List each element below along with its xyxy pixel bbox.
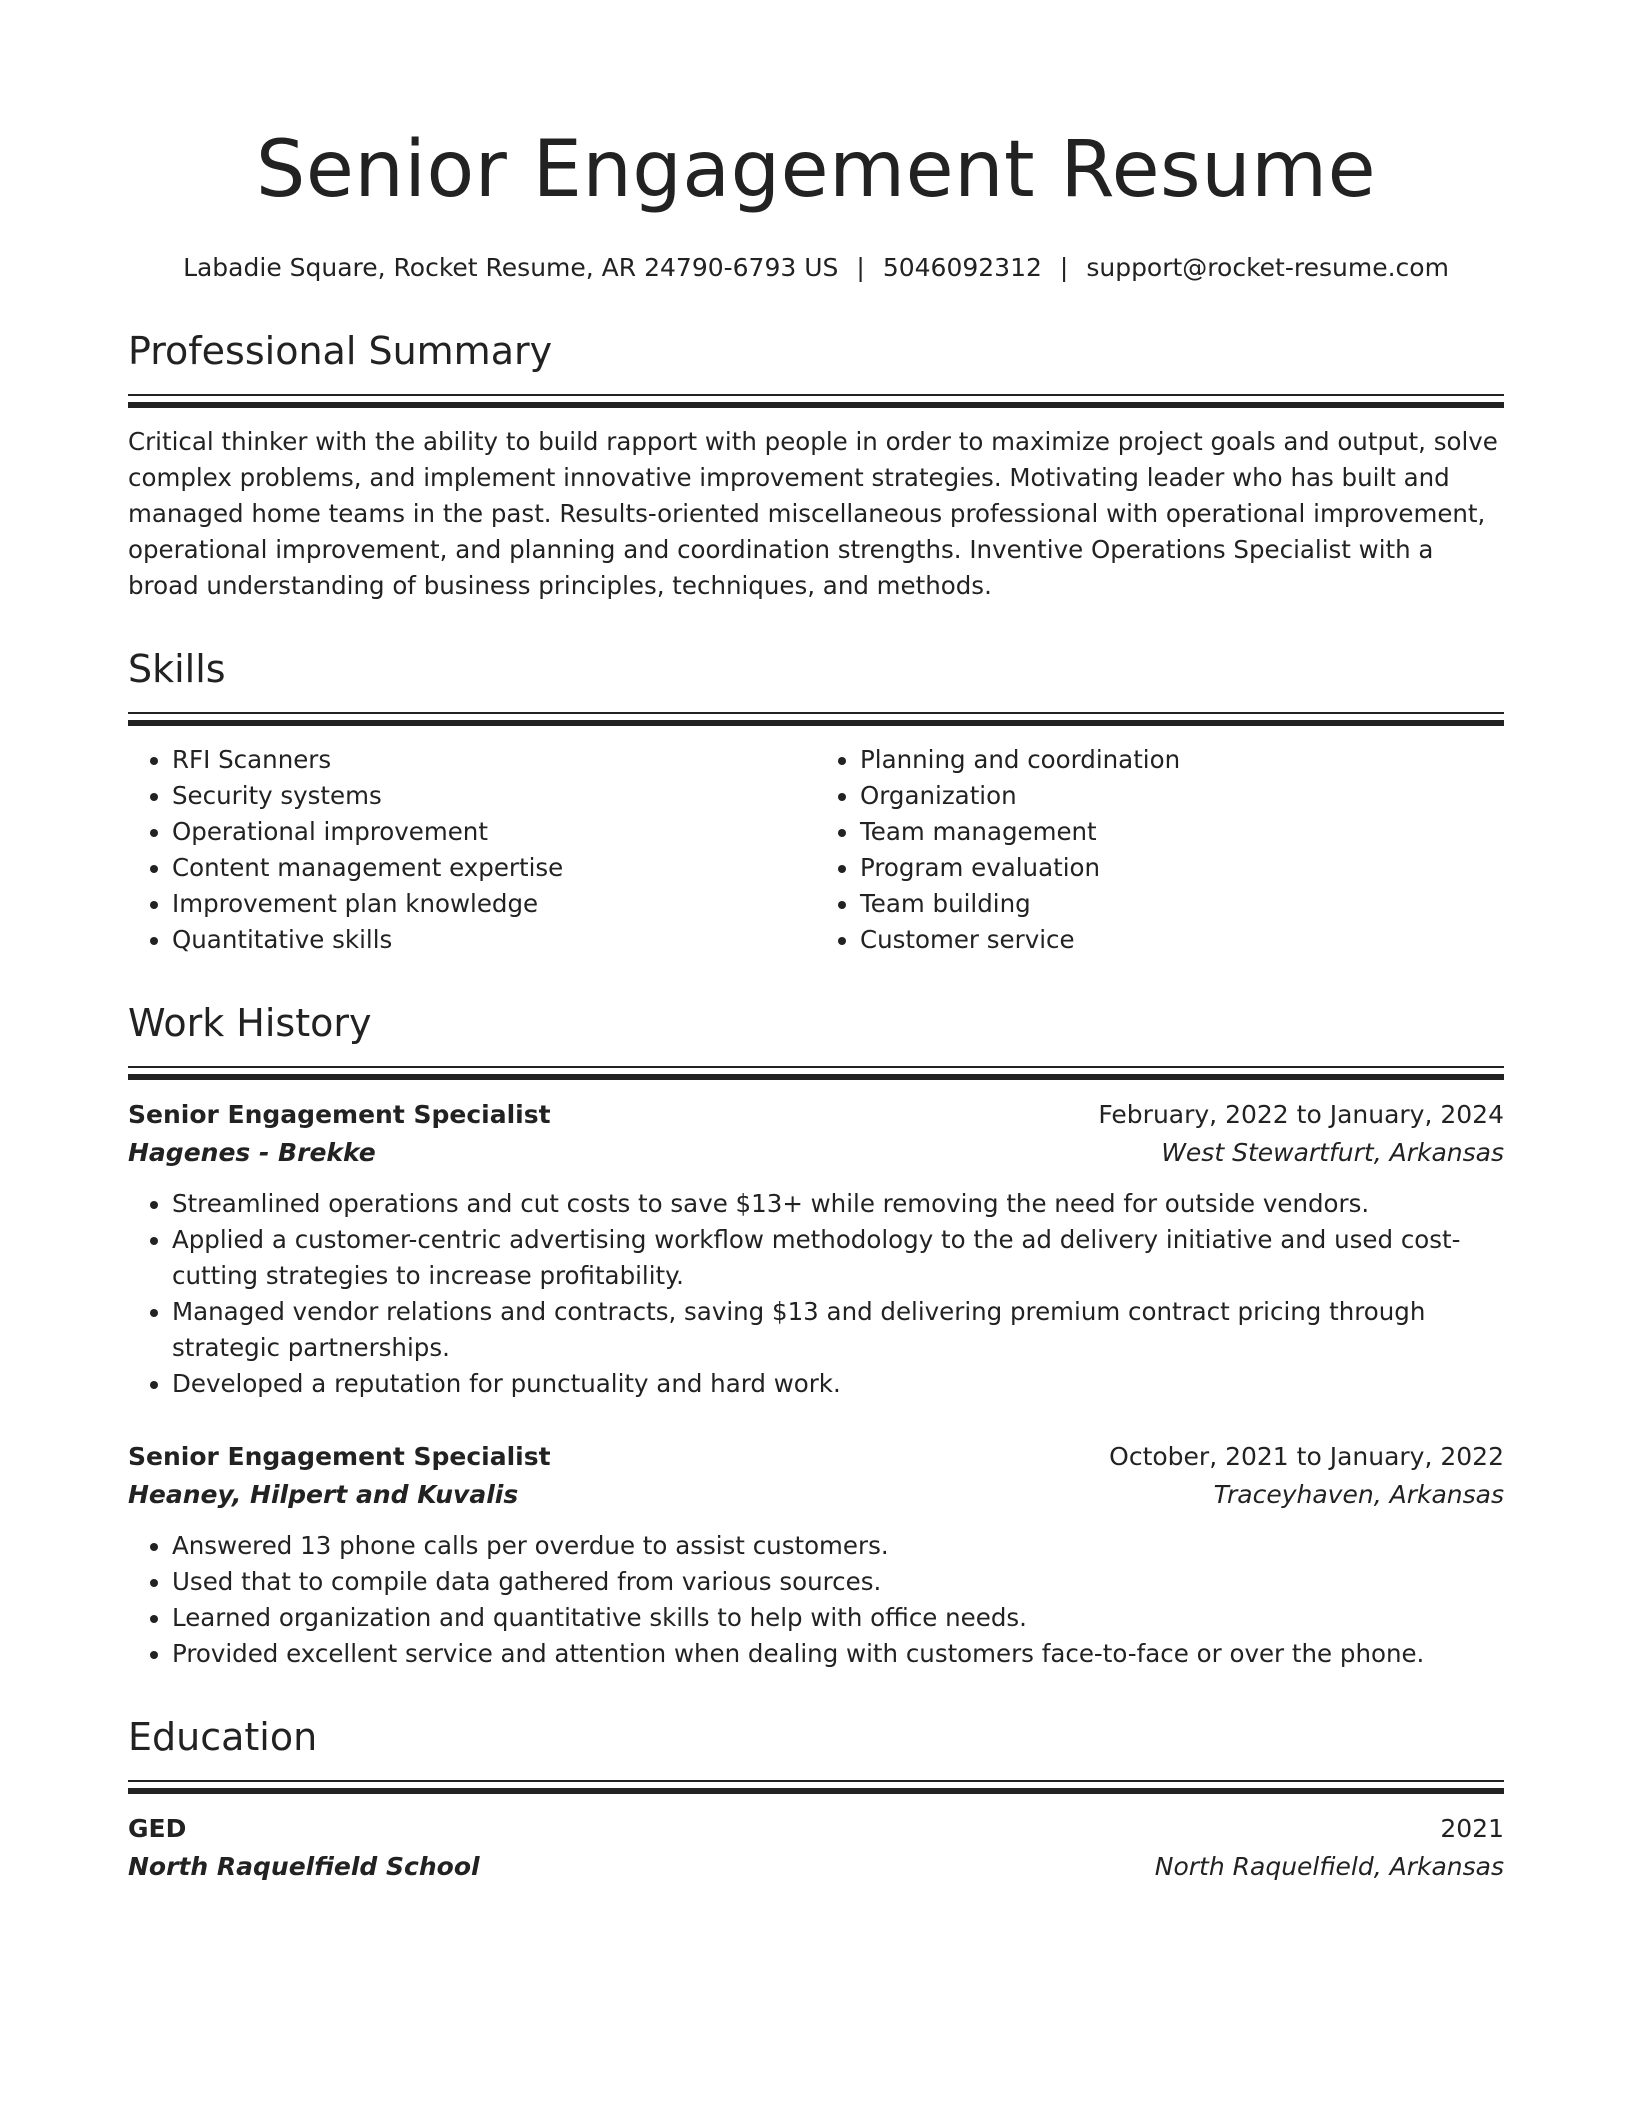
job-company: Hagenes - Brekke	[128, 1138, 376, 1167]
resume-title: Senior Engagement Resume	[255, 125, 1377, 215]
skill-item: • Content management expertise	[172, 850, 816, 886]
education-school: North Raquelfield School	[128, 1852, 480, 1881]
section-divider	[128, 1066, 1504, 1080]
job-company-row	[128, 1476, 1504, 1514]
summary-heading: Professional Summary	[128, 329, 553, 373]
contact-separator: |	[856, 253, 865, 282]
skill-item: • Improvement plan knowledge	[172, 886, 816, 922]
skill-item: • RFI Scanners	[172, 742, 816, 778]
job-bullet: • Learned organization and quantitative skills to help with office needs.	[172, 1600, 1504, 1636]
job-entry	[128, 1096, 1504, 1402]
education-header-row	[128, 1810, 1504, 1848]
education-school-row	[128, 1848, 1504, 1886]
skill-item: • Customer service	[860, 922, 1504, 958]
job-bullet: • Managed vendor relations and contracts, saving $13 and delivering premium contract pricing through strategic partnerships.	[172, 1294, 1504, 1366]
contact-separator: |	[1059, 253, 1069, 282]
skill-item: • Security systems	[172, 778, 816, 814]
skill-item: • Planning and coordination	[860, 742, 1504, 778]
contact-line	[128, 250, 1504, 286]
education-year: 2021	[1440, 1814, 1504, 1843]
contact-email: support@rocket-resume.com	[1086, 253, 1449, 282]
skill-item: • Team management	[860, 814, 1504, 850]
job-bullets	[128, 1528, 1504, 1672]
section-divider	[128, 712, 1504, 726]
skill-item: • Team building	[860, 886, 1504, 922]
skill-item: • Program evaluation	[860, 850, 1504, 886]
skills-list-left	[128, 742, 816, 958]
job-bullet: • Streamlined operations and cut costs to save $13+ while removing the need for outside vendors.	[172, 1186, 1504, 1222]
job-bullet: • Used that to compile data gathered from various sources.	[172, 1564, 1504, 1600]
skills-columns	[128, 742, 1504, 958]
job-location: Traceyhaven, Arkansas	[1213, 1480, 1504, 1509]
education-heading: Education	[128, 1715, 318, 1759]
job-title: Senior Engagement Specialist	[128, 1442, 551, 1471]
skills-list-right	[816, 742, 1504, 958]
job-company: Heaney, Hilpert and Kuvalis	[128, 1480, 519, 1509]
section-divider	[128, 394, 1504, 408]
contact-phone: 5046092312	[882, 253, 1042, 282]
job-bullet: • Provided excellent service and attention when dealing with customers face-to-face or over the phone.	[172, 1636, 1504, 1672]
summary-section	[128, 326, 1504, 604]
section-divider	[128, 1780, 1504, 1794]
education-degree: GED	[128, 1814, 187, 1843]
job-title: Senior Engagement Specialist	[128, 1100, 551, 1129]
education-section	[128, 1712, 1504, 1886]
work-heading: Work History	[128, 1001, 372, 1045]
skills-heading: Skills	[128, 647, 226, 691]
summary-text: Critical thinker with the ability to build rapport with people in order to maximize project goals and output, solve complex problems, and implement innovative improvement strategies. Motivating leader who has built and managed home teams in the past. Results-oriented miscellaneous professional with operational improvement, operational improvement, and planning and coordination strengths. Inventive Operations Specialist with a broad understanding of business principles, techniques, and methods.	[128, 427, 1498, 600]
job-header-row	[128, 1438, 1504, 1476]
skill-item: • Organization	[860, 778, 1504, 814]
job-location: West Stewartfurt, Arkansas	[1161, 1138, 1504, 1167]
job-bullets	[128, 1186, 1504, 1402]
contact-address: Labadie Square, Rocket Resume, AR 24790-6793 US	[183, 253, 839, 282]
skills-section	[128, 644, 1504, 958]
job-dates: February, 2022 to January, 2024	[1098, 1100, 1504, 1129]
job-header-row	[128, 1096, 1504, 1134]
job-bullet: • Answered 13 phone calls per overdue to assist customers.	[172, 1528, 1504, 1564]
job-bullet: • Applied a customer-centric advertising workflow methodology to the ad delivery initiative and used cost-cutting strategies to increase profitability.	[172, 1222, 1504, 1294]
education-location: North Raquelfield, Arkansas	[1154, 1852, 1504, 1881]
work-section	[128, 998, 1504, 1672]
job-entry	[128, 1438, 1504, 1672]
job-dates: October, 2021 to January, 2022	[1109, 1442, 1504, 1471]
skill-item: • Quantitative skills	[172, 922, 816, 958]
job-company-row	[128, 1134, 1504, 1172]
skill-item: • Operational improvement	[172, 814, 816, 850]
job-bullet: • Developed a reputation for punctuality and hard work.	[172, 1366, 1504, 1402]
